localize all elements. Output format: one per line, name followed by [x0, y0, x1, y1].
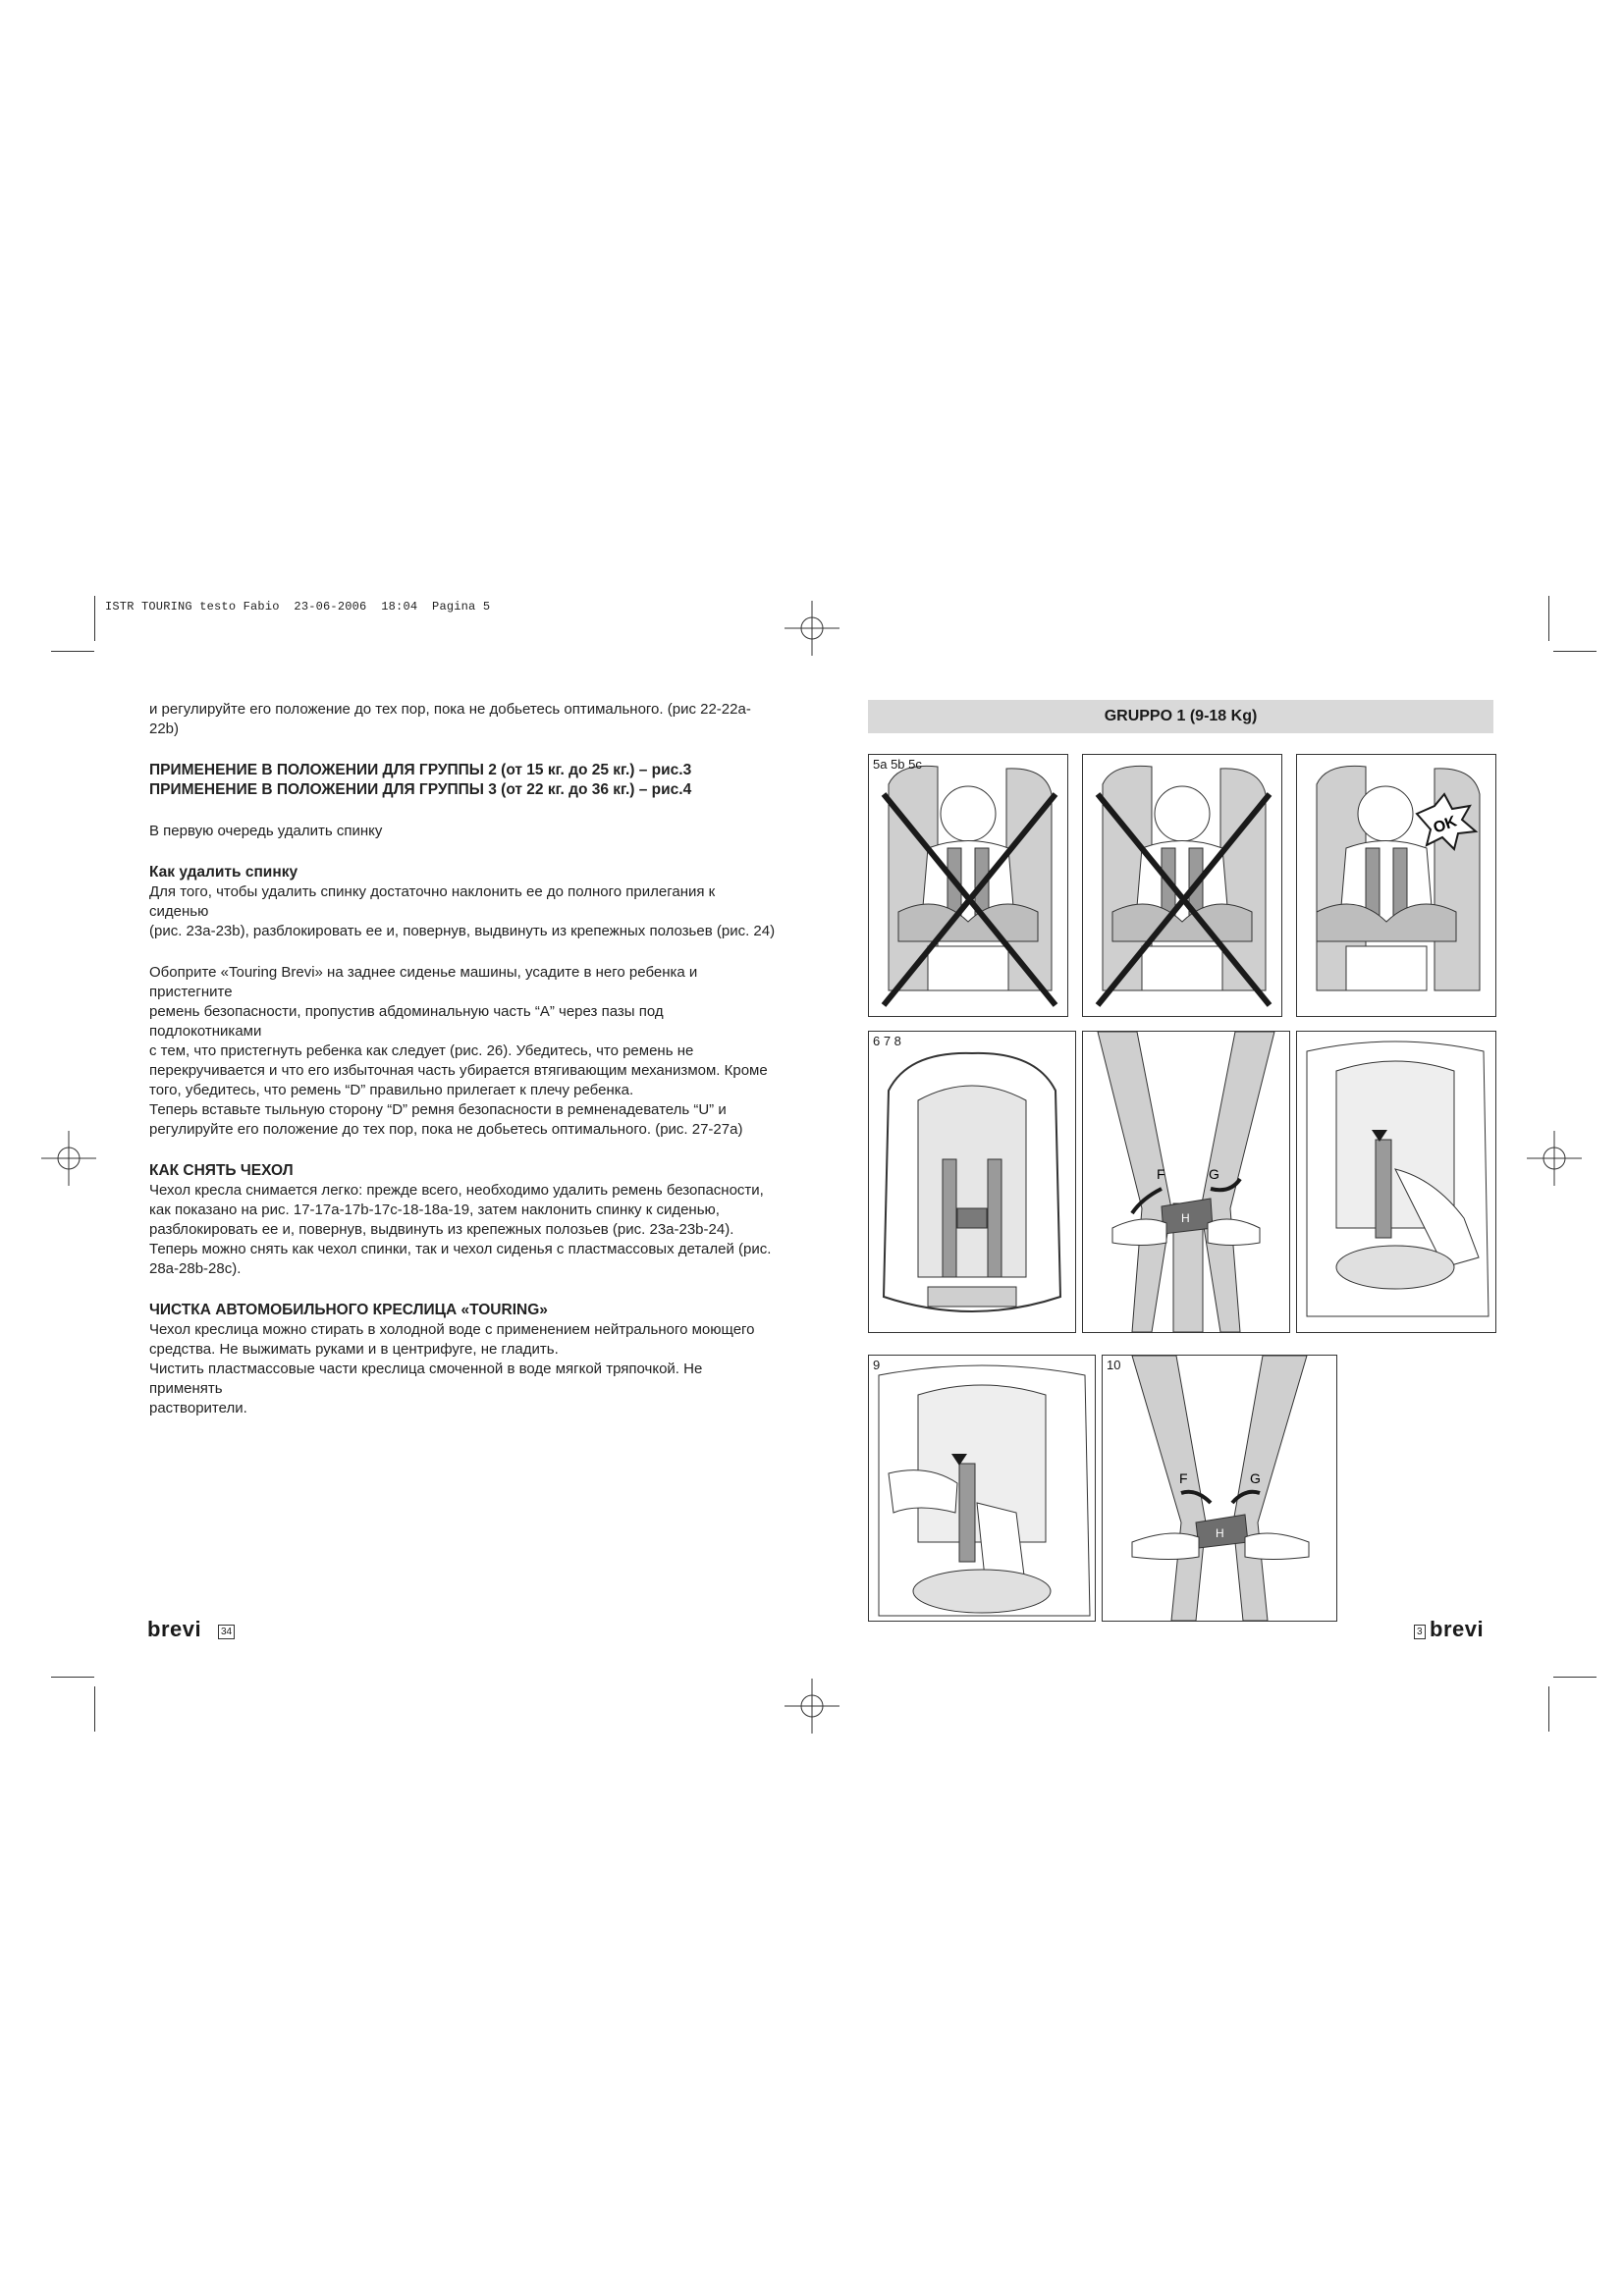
strap-letter-g: G — [1209, 1166, 1219, 1182]
paragraph-gap — [149, 739, 778, 761]
body-line: Чехол кресла снимается легко: прежде всего, необходимо удалить ремень безопасности, — [149, 1182, 764, 1199]
panel-label: 9 — [873, 1358, 881, 1372]
panel-label: 10 — [1107, 1358, 1121, 1372]
body-line: того, убедитесь, что ремень “D” правильно прилегает к плечу ребенка. — [149, 1082, 634, 1098]
paragraph-gap — [149, 841, 778, 863]
body-line: 28a-28b-28c). — [149, 1260, 242, 1277]
crop-mark — [1548, 596, 1549, 641]
paragraph-gap — [149, 1140, 778, 1161]
registration-mark-icon — [39, 1129, 98, 1188]
figure-panel-5c — [1296, 754, 1496, 1017]
baby-seat-illustration-icon — [869, 755, 1067, 1016]
crop-mark — [51, 651, 94, 652]
section-heading: ЧИСТКА АВТОМОБИЛЬНОГО КРЕСЛИЦА «TOURING» — [149, 1302, 548, 1318]
crop-mark — [1548, 1686, 1549, 1732]
left-page-text — [149, 700, 778, 1418]
body-line: Для того, чтобы удалить спинку достаточно наклонить ее до полного прилегания к сиденью — [149, 883, 716, 920]
body-line: В первую очередь удалить спинку — [149, 823, 383, 839]
crop-mark — [94, 1686, 95, 1732]
strap-letter-g: G — [1250, 1470, 1261, 1486]
figure-panel-8 — [1296, 1031, 1496, 1333]
buckle-illustration-icon — [1083, 1032, 1289, 1332]
body-line: ремень безопасности, пропустив абдоминальную часть “A” через пазы под подлокотниками — [149, 1003, 664, 1040]
buckle-letter-h: H — [1181, 1211, 1190, 1225]
registration-mark-icon — [783, 599, 841, 658]
print-slug: ISTR TOURING testo Fabio 23-06-2006 18:04 Pagina 5 — [105, 600, 491, 614]
seat-hand-illustration-icon — [869, 1356, 1095, 1621]
figure-panel-6 — [868, 1031, 1076, 1333]
figure-panel-9 — [868, 1355, 1096, 1622]
crop-mark — [51, 1677, 94, 1678]
paragraph-gap — [149, 800, 778, 822]
body-line: перекручивается и что его избыточная часть убирается втягивающим механизмом. Кроме — [149, 1062, 768, 1079]
buckle-illustration-icon — [1103, 1356, 1336, 1621]
section-heading: Как удалить спинку — [149, 864, 298, 881]
body-line: как показано на рис. 17-17a-17b-17c-18-18a-19, затем наклонить спинку к сиденью, — [149, 1201, 720, 1218]
figure-panel-5 — [868, 754, 1068, 1017]
section-heading: ПРИМЕНЕНИЕ В ПОЛОЖЕНИИ ДЛЯ ГРУППЫ 2 (от 15 кг. до 25 кг.) – рис.3 — [149, 762, 692, 778]
crop-mark — [1553, 1677, 1597, 1678]
crop-mark — [1553, 651, 1597, 652]
section-heading: ПРИМЕНЕНИЕ В ПОЛОЖЕНИИ ДЛЯ ГРУППЫ 3 (от 22 кг. до 36 кг.) – рис.4 — [149, 781, 692, 798]
strap-letter-f: F — [1157, 1166, 1165, 1182]
body-line: (рис. 23a-23b), разблокировать ее и, повернув, выдвинуть из крепежных полозьев (рис. 24) — [149, 923, 776, 939]
baby-seat-ok-illustration-icon — [1297, 755, 1495, 1016]
body-line: Обоприте «Touring Brevi» на заднее сиденье машины, усадите в него ребенка и пристегните — [149, 964, 698, 1000]
body-line: Теперь вставьте тыльную сторону “D” ремня безопасности в ремненадеватель “U” и — [149, 1101, 727, 1118]
buckle-letter-h: H — [1216, 1526, 1224, 1540]
paragraph-gap — [149, 1279, 778, 1301]
figure-panel-5b — [1082, 754, 1282, 1017]
body-line: Чистить пластмассовые части креслица смоченной в воде мягкой тряпочкой. Не применять — [149, 1361, 703, 1397]
panel-label: 6 7 8 — [873, 1034, 901, 1048]
registration-mark-icon — [1525, 1129, 1584, 1188]
paragraph-gap — [149, 941, 778, 963]
seat-front-illustration-icon — [869, 1032, 1075, 1332]
brevi-logo: brevi — [147, 1617, 202, 1641]
figure-panel-7 — [1082, 1031, 1290, 1333]
group-title: GRUPPO 1 (9-18 Kg) — [868, 700, 1493, 733]
figure-panel-10 — [1102, 1355, 1337, 1622]
strap-letter-f: F — [1179, 1470, 1188, 1486]
body-line: растворители. — [149, 1400, 247, 1416]
body-line: регулируйте его положение до тех пор, пока не добьетесь оптимального. (рис. 27-27a) — [149, 1121, 743, 1138]
page-number: 34 — [218, 1625, 235, 1639]
body-line: Теперь можно снять как чехол спинки, так и чехол сиденья с пластмассовых деталей (рис. — [149, 1241, 772, 1257]
registration-mark-icon — [783, 1677, 841, 1735]
panel-label: 5a 5b 5c — [873, 757, 922, 772]
body-line: разблокировать ее и, повернув, выдвинуть из крепежных полозьев (рис. 23a-23b-24). — [149, 1221, 734, 1238]
body-line: с тем, что пристегнуть ребенка как следует (рис. 26). Убедитесь, что ремень не — [149, 1042, 694, 1059]
crop-mark — [94, 596, 95, 641]
body-line: средства. Не выжимать руками и в центрифуге, не гладить. — [149, 1341, 559, 1358]
brevi-logo: brevi — [1430, 1617, 1485, 1641]
section-heading: КАК СНЯТЬ ЧЕХОЛ — [149, 1162, 294, 1179]
baby-seat-illustration-icon — [1083, 755, 1281, 1016]
body-line: Чехол креслица можно стирать в холодной воде с применением нейтрального моющего — [149, 1321, 755, 1338]
seat-hand-illustration-icon — [1297, 1032, 1495, 1332]
body-line: и регулируйте его положение до тех пор, пока не добьетесь оптимального. (рис 22-22a-22b) — [149, 701, 751, 737]
ok-label: OK — [1431, 813, 1460, 837]
page-number: 3 — [1414, 1625, 1426, 1639]
